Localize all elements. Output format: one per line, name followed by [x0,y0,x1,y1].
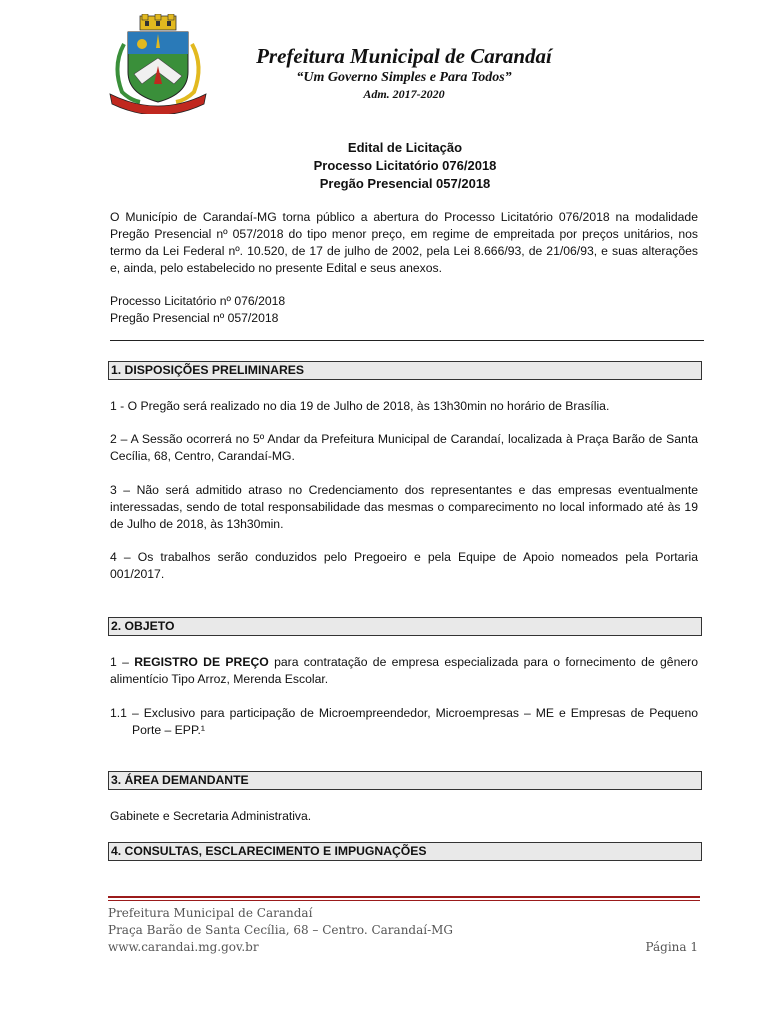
section-1-item-2: 2 – A Sessão ocorrerá no 5º Andar da Prefeitura Municipal de Carandaí, localizada à Praça Barão de Santa Cecília, 68, Centro, Carandaí-MG. [110,432,698,463]
motto: “Um Governo Simples e Para Todos” [296,70,512,85]
document-title: Edital de Licitação [347,140,463,155]
section-2-item-1-1: 1.1 – Exclusivo para participação de Microempreendedor, Microempresas – ME e Empresas de Pequeno Porte – EPP.¹ [110,706,698,737]
section-1-item-1: 1 - O Pregão será realizado no dia 19 de Julho de 2018, às 13h30min no horário de Brasília. [110,399,610,413]
section-3-text: Gabinete e Secretaria Administrativa. [110,809,312,823]
section-2-item-1 [110,654,698,688]
document-title-block [110,139,700,193]
footer-municipality: Prefeitura Municipal de Carandaí [108,906,313,920]
pregao-number: Pregão Presencial 057/2018 [319,176,491,191]
coat-of-arms-icon [104,14,212,114]
page-number: Página 1 [645,940,698,954]
registro-de-preco: REGISTRO DE PREÇO [134,655,269,669]
item-number: 1 – [110,655,135,669]
intro-paragraph: O Município de Carandaí-MG torna público a abertura do Processo Licitatório 076/2018 na modalidade Pregão Presencial nº 057/2018 do tipo menor preço, em regime de empreitada por preços unitários, nos termo da Lei Federal nº. 10.520, de 17 de julho de 2002, pela Lei 8.666/93, de 21/06/93, e suas alterações e, ainda, pelo estabelecido no presente Edital e seus anexos. [110,210,698,275]
ref-pregao: Pregão Presencial nº 057/2018 [110,311,279,325]
process-number: Processo Licitatório 076/2018 [313,158,497,173]
footer-rule-thin [108,900,700,901]
footer-address: Praça Barão de Santa Cecília, 68 – Centro. Carandaí-MG [108,923,454,937]
section-heading-2: 2. OBJETO [108,617,702,636]
divider [110,340,704,341]
administration-period: Adm. 2017-2020 [363,87,445,101]
section-heading-4: 4. CONSULTAS, ESCLARECIMENTO E IMPUGNAÇÕES [108,842,702,861]
object-description: para contratação de empresa especializada para o fornecimento de gênero alimentício Tipo Arroz, Merenda Escolar. [110,655,698,686]
section-1-item-4: 4 – Os trabalhos serão conduzidos pelo Pregoeiro e pela Equipe de Apoio nomeados pela Portaria 001/2017. [110,550,698,581]
footer-website[interactable]: www.carandai.mg.gov.br [108,940,259,954]
section-1-item-3: 3 – Não será admitido atraso no Credenciamento dos representantes e das empresas eventualmente interessadas, sendo de total responsabilidade das mesmas o comparecimento no local informado até às 19 de Julho de 2018, às 13h30min. [110,483,698,531]
municipality-title: Prefeitura Municipal de Carandaí [256,44,552,68]
ref-processo: Processo Licitatório nº 076/2018 [110,294,286,308]
section-heading-3: 3. ÁREA DEMANDANTE [108,771,702,790]
footer-rule [108,896,700,898]
section-heading-1: 1. DISPOSIÇÕES PRELIMINARES [108,361,702,380]
